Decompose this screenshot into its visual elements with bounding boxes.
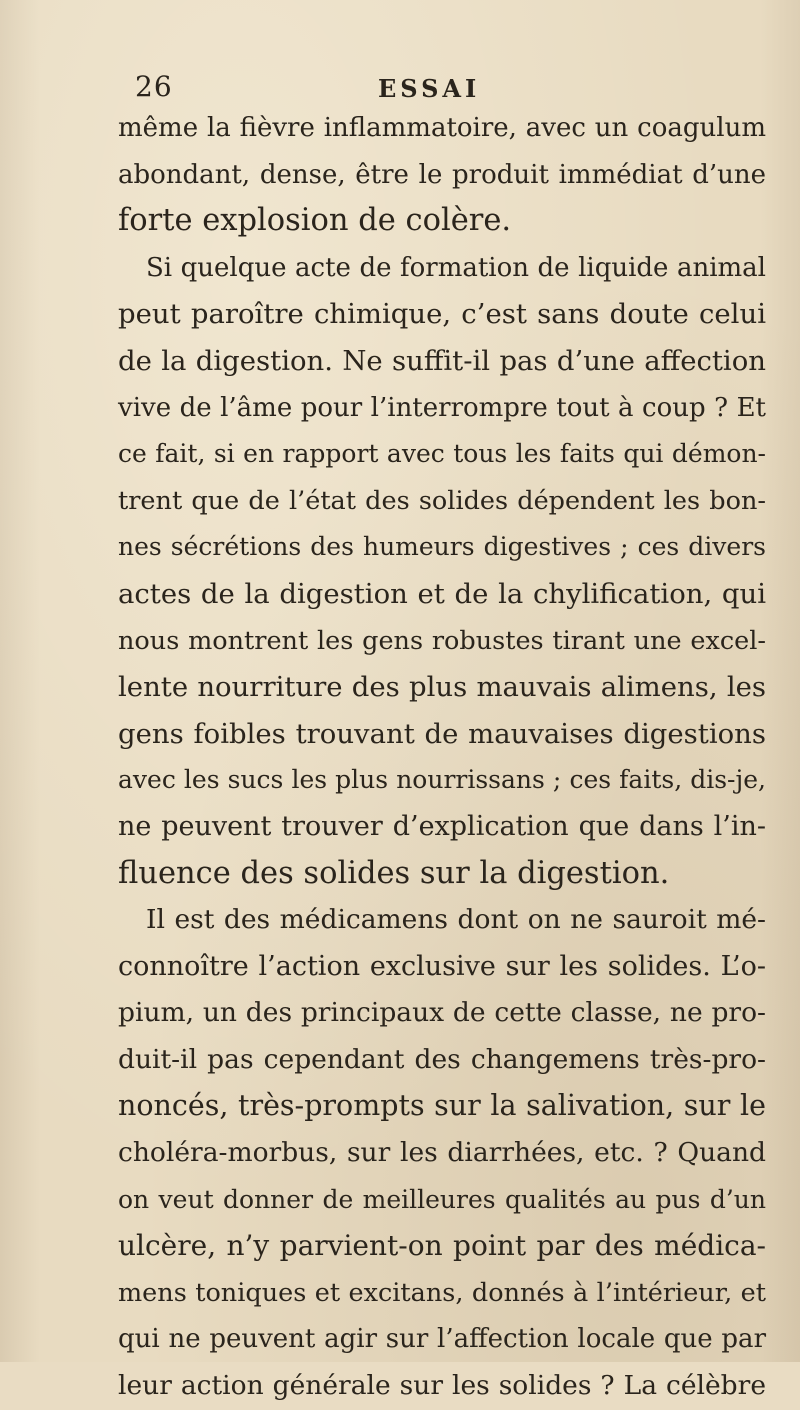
body-text	[118, 105, 766, 1410]
text-line: Si quelque acte de formation de liquide animal	[146, 252, 766, 283]
text-line: vive de l’âme pour l’interrompre tout à coup ? Et	[118, 392, 766, 423]
text-line: abondant, dense, être le produit immédiat d’une	[118, 159, 766, 190]
text-line: pium, un des principaux de cette classe, ne pro-	[118, 997, 766, 1029]
text-line: qui ne peuvent agir sur l’affection locale que par	[118, 1324, 766, 1355]
text-line: noncés, très-prompts sur la salivation, sur le	[118, 1089, 766, 1123]
text-line: avec les sucs les plus nourrissans ; ces faits, dis-je,	[118, 765, 766, 795]
text-line: connoître l’action exclusive sur les solides. L’o-	[118, 950, 766, 982]
page-header	[0, 70, 800, 110]
text-line: nous montrent les gens robustes tirant une excel-	[118, 625, 766, 656]
text-line: ulcère, n’y parvient-on point par des médica-	[118, 1229, 766, 1263]
text-line: ne peuvent trouver d’explication que dans l’in-	[118, 810, 766, 842]
text-line: ce fait, si en rapport avec tous les faits qui démon-	[118, 439, 766, 469]
text-line: leur action générale sur les solides ? La célèbre	[118, 1370, 766, 1402]
text-line: peut paroître chimique, c’est sans doute celui	[118, 298, 766, 331]
text-line: on veut donner de meilleures qualités au pus d’un	[118, 1184, 766, 1214]
text-line: même la fièvre inflammatoire, avec un coagulum	[118, 113, 766, 143]
text-line: forte explosion de colère.	[118, 203, 512, 239]
running-title: ESSAI	[378, 74, 481, 103]
text-line: nes sécrétions des humeurs digestives ; ces divers	[118, 532, 766, 562]
text-line: trent que de l’état des solides dépendent les bon-	[118, 485, 766, 516]
text-line: fluence des solides sur la digestion.	[118, 855, 670, 891]
text-line: gens foibles trouvant de mauvaises digestions	[118, 717, 766, 750]
text-line: lente nourriture des plus mauvais alimens, les	[118, 671, 766, 704]
text-line: mens toniques et excitans, donnés à l’intérieur, et	[118, 1277, 766, 1308]
text-line: duit-il pas cependant des changemens très-pro-	[118, 1043, 766, 1075]
text-line: Il est des médicamens dont on ne sauroit mé-	[146, 904, 766, 936]
page-number: 26	[135, 70, 173, 103]
text-line: de la digestion. Ne suffit-il pas d’une affection	[118, 344, 766, 377]
text-line: actes de la digestion et de la chylification, qui	[118, 577, 766, 610]
text-line: choléra-morbus, sur les diarrhées, etc. ? Quand	[118, 1137, 766, 1169]
